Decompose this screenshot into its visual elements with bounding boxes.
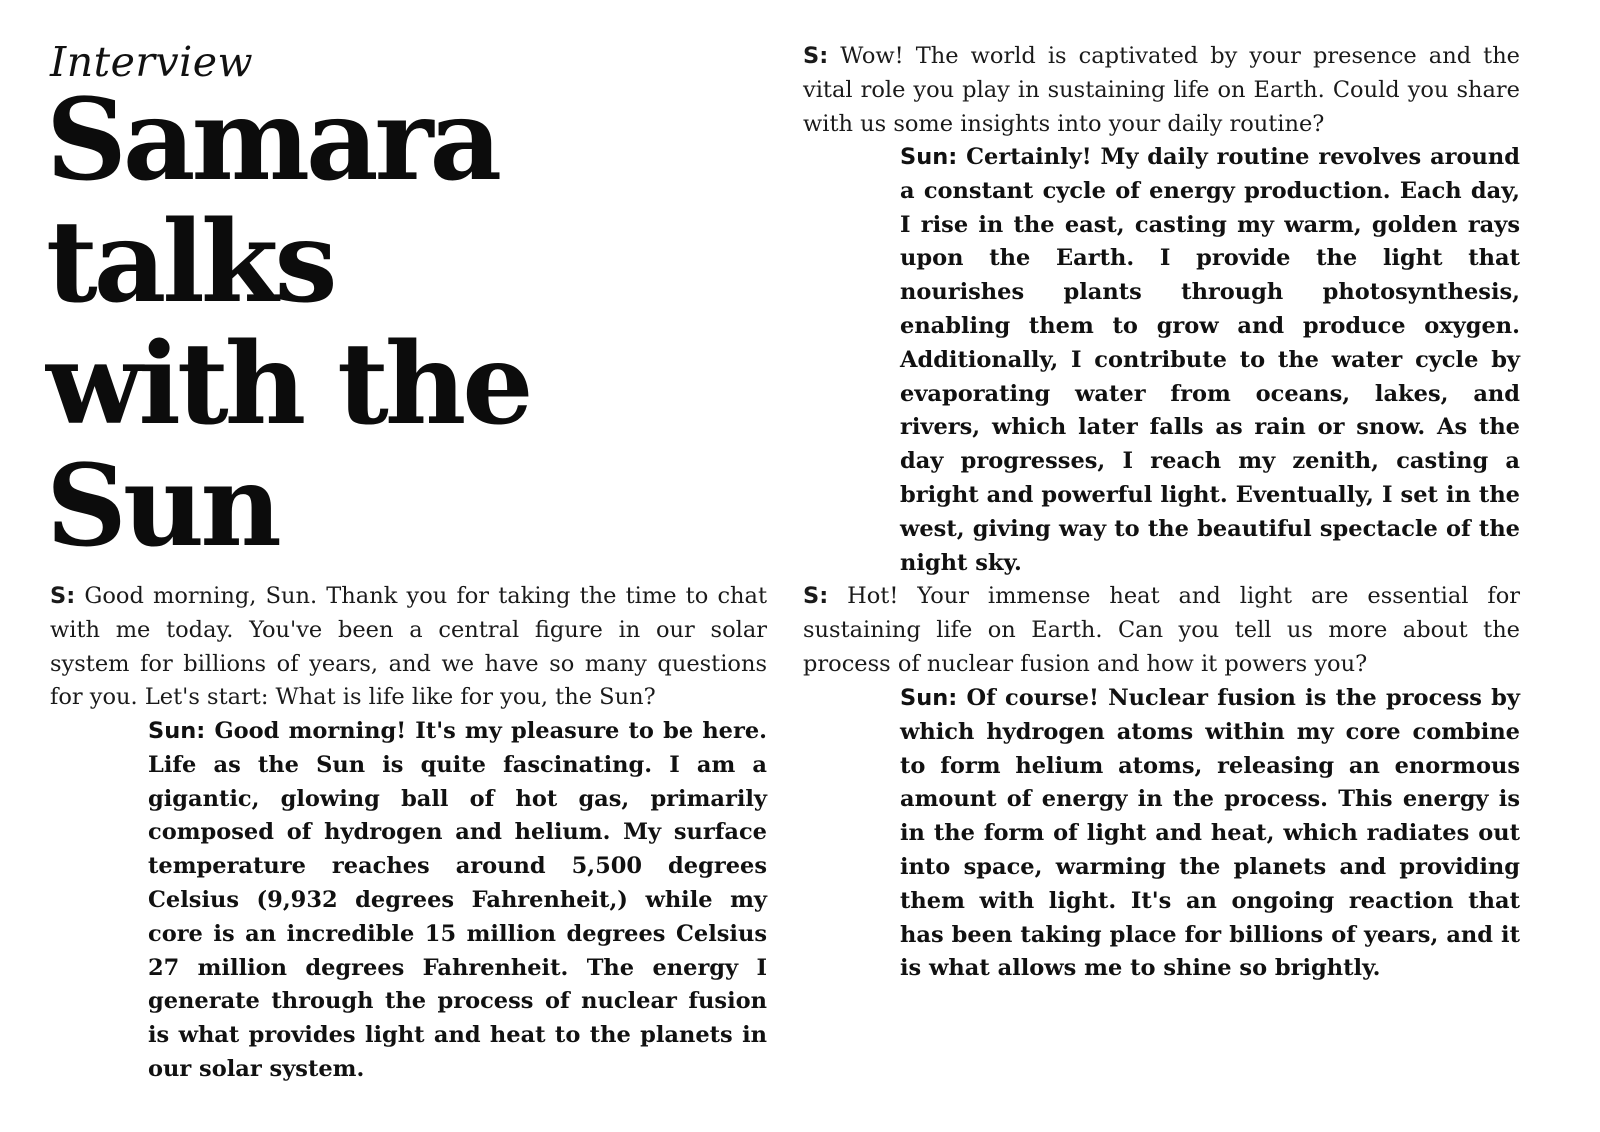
interviewer-question — [803, 580, 1520, 681]
interviewer-question — [50, 580, 767, 715]
speaker-label: S: — [50, 583, 76, 609]
article-headline — [46, 75, 766, 572]
speaker-label: S: — [803, 43, 829, 69]
speaker-label: Sun: — [900, 144, 958, 170]
headline-line: Sun — [46, 441, 278, 572]
sun-answer — [900, 682, 1520, 986]
interviewer-question — [803, 40, 1520, 141]
sun-answer — [148, 715, 767, 1087]
answer-text: Of course! Nuclear fusion is the process by which hydrogen atoms within my core combine to form helium atoms, releasing an enormous amount of energy in the process. This energy is in the form of light and heat, which radiates out into space, warming the planets and providing them with light. It's an ongoing reaction that has been taking place for billions of years, and it is what allows me to shine so brightly. — [900, 685, 1520, 982]
question-text: Good morning, Sun. Thank you for taking the time to chat with me today. You've been a central figure in our solar system for billions of years, and we have so many questions for you. Let's start: What is life like for you, the Sun? — [50, 583, 767, 711]
answer-text: Certainly! My daily routine revolves around a constant cycle of energy production. Each day, I rise in the east, casting my warm, golden rays upon the Earth. I provide the light that nourishes plants through photosynthesis, enabling them to grow and produce oxygen. Additionally, I contribute to the water cycle by evaporating water from oceans, lakes, and rivers, which later falls as rain or snow. As the day progresses, I reach my zenith, casting a bright and powerful light. Eventually, I set in the west, giving way to the beautiful spectacle of the night sky. — [900, 144, 1520, 576]
headline-line: Samara — [46, 75, 499, 206]
question-text: Hot! Your immense heat and light are essential for sustaining life on Earth. Can you tell us more about the process of nuclear fusion and how it powers you? — [803, 583, 1520, 677]
question-text: Wow! The world is captivated by your presence and the vital role you play in sustaining life on Earth. Could you share with us some insights into your daily routine? — [803, 43, 1520, 137]
speaker-label: Sun: — [900, 685, 958, 711]
headline-line: talks — [46, 197, 334, 328]
section-kicker: Interview — [50, 38, 254, 86]
sun-answer — [900, 141, 1520, 580]
answer-text: Good morning! It's my pleasure to be here. Life as the Sun is quite fascinating. I am a gigantic, glowing ball of hot gas, primarily composed of hydrogen and helium. My surface temperature reaches around 5,500 degrees Celsius (9,932 degrees Fahrenheit,) while my core is an incredible 15 million degrees Celsius 27 million degrees Fahrenheit. The energy I generate through the process of nuclear fusion is what provides light and heat to the planets in our solar system. — [148, 718, 768, 1082]
speaker-label: Sun: — [148, 718, 206, 744]
speaker-label: S: — [803, 583, 829, 609]
headline-line: with the — [46, 319, 530, 450]
